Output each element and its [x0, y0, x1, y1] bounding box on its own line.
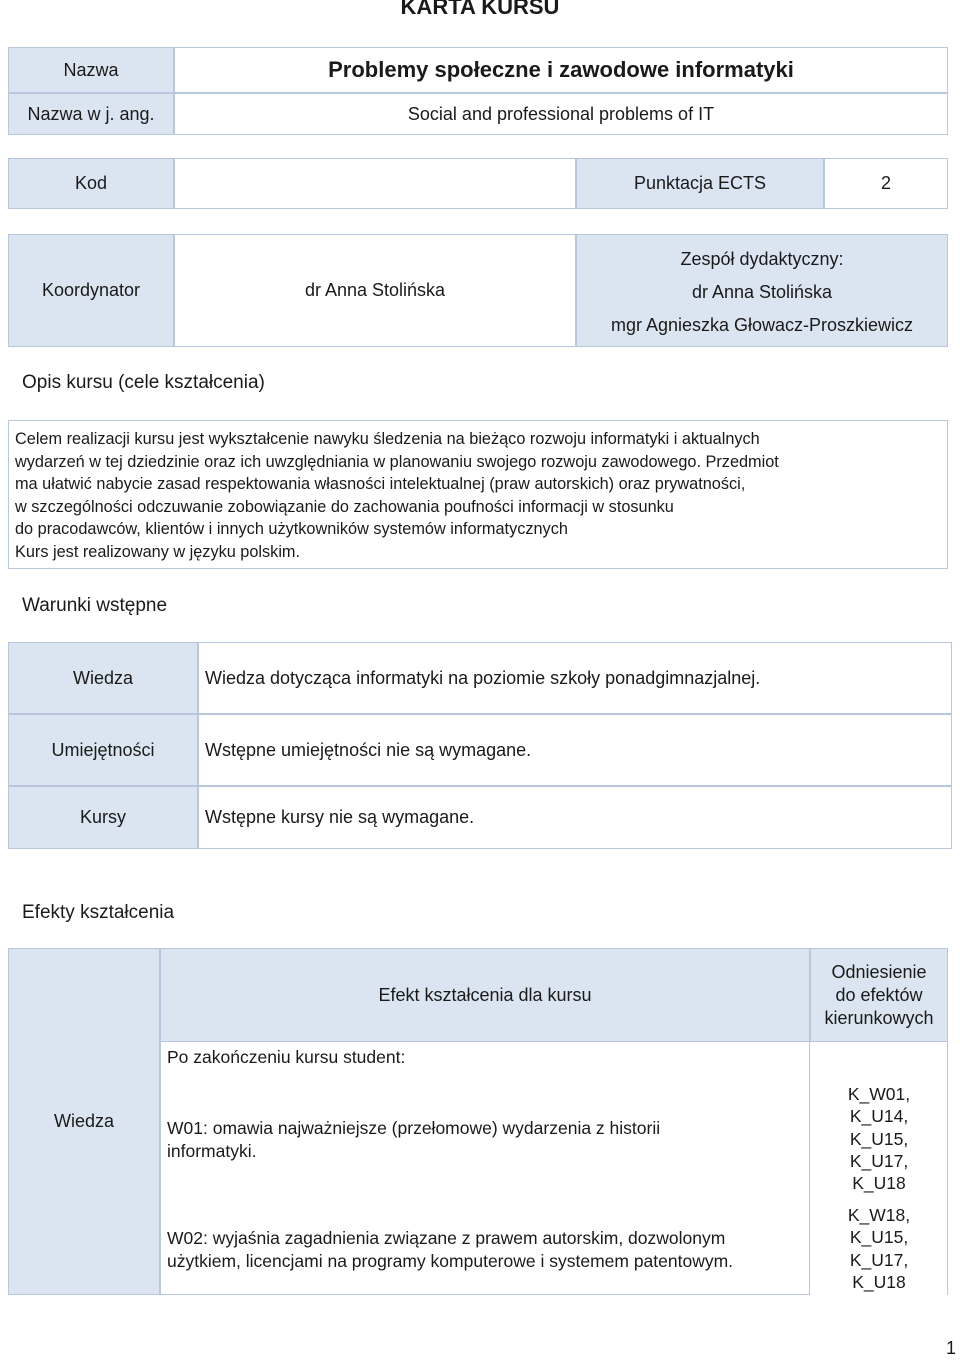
name-label-cell: [8, 47, 174, 93]
description-box: [8, 420, 948, 569]
ref-code: K_U15,: [849, 1227, 909, 1248]
effect-item: [167, 1117, 660, 1163]
coordinator-value: dr Anna Stolińska: [304, 280, 446, 300]
code-value-cell: [174, 158, 576, 209]
coordinator-label: Koordynator: [41, 280, 141, 300]
team-member: mgr Agnieszka Głowacz-Proszkiewicz: [610, 314, 914, 335]
course-name-en: Social and professional problems of IT: [407, 103, 715, 124]
description-line: do pracodawców, klientów i innych użytkowników systemów informatycznych: [15, 520, 568, 538]
ref-code: K_U17,: [849, 1150, 909, 1171]
prereq-value-cell: [198, 714, 952, 786]
outcomes-heading: Efekty kształcenia: [22, 902, 175, 923]
effect-text-line: informatyki.: [167, 1141, 257, 1161]
effect-text-line: W02: wyjaśnia zagadnienia związane z prawem autorskim, dozwolonym: [167, 1228, 726, 1248]
name-en-label-cell: [8, 93, 174, 135]
ref-header-cell: [810, 948, 948, 1042]
ects-value: 2: [880, 173, 891, 193]
prereq-label-knowledge: Wiedza: [72, 667, 134, 688]
prereq-label-cell: [8, 786, 198, 849]
description-line: wydarzeń w tej dziedzinie oraz ich uwzględniania w planowaniu swojego rozwoju zawodowego. Przedmiot: [15, 452, 779, 471]
outcomes-category: Wiedza: [53, 1111, 115, 1131]
prereq-value-cell: [198, 642, 952, 714]
prereq-label-skills: Umiejętności: [51, 739, 155, 760]
page-number: 1: [945, 1338, 956, 1358]
outcomes-category-cell: [8, 948, 160, 1295]
description-heading: Opis kursu (cele kształcenia): [22, 372, 265, 393]
effect-text-line: użytkiem, licencjami na programy komputerowe i systemem patentowym.: [167, 1251, 734, 1271]
page-title: KARTA KURSU: [400, 0, 560, 19]
ects-label: Punktacja ECTS: [633, 173, 767, 193]
ref-header-line: do efektów: [835, 984, 923, 1005]
ects-value-cell: [824, 158, 948, 209]
prereq-label-cell: [8, 642, 198, 714]
prereq-value-skills: Wstępne umiejętności nie są wymagane.: [205, 739, 532, 760]
description-line: Kurs jest realizowany w języku polskim.: [15, 542, 301, 561]
ref-code: K_W01,: [847, 1084, 911, 1104]
description-line: ma ułatwić nabycie zasad respektowania własności intelektualnej (praw autorskich) oraz prywatności,: [15, 475, 746, 493]
description-line: w szczególności odczuwanie zobowiązanie do zachowania poufności informacji w stosunku: [15, 497, 674, 516]
ref-code: K_U15,: [849, 1128, 909, 1149]
ref-code: K_U14,: [849, 1106, 909, 1127]
team-label: Zespół dydaktyczny:: [680, 248, 844, 269]
effect-header-cell: [160, 948, 810, 1042]
code-label: Kod: [74, 173, 108, 193]
effect-refs: [810, 1204, 948, 1293]
prereq-value-cell: [198, 786, 952, 849]
description-line: Celem realizacji kursu jest wykształcenie nawyku śledzenia na bieżąco rozwoju informatyki i aktualnych: [15, 430, 760, 448]
course-name: Problemy społeczne i zawodowe informatyki: [328, 57, 794, 82]
name-label: Nazwa: [63, 59, 119, 80]
effect-text-line: W01: omawia najważniejsze (przełomowe) wydarzenia z historii: [167, 1118, 661, 1138]
name-en-value-cell: [174, 93, 948, 135]
effect-item: [167, 1227, 733, 1273]
name-value-cell: [174, 47, 948, 93]
ects-label-cell: [576, 158, 824, 209]
prereq-value-knowledge: Wiedza dotycząca informatyki na poziomie szkoły ponadgimnazjalnej.: [205, 667, 761, 688]
ref-code: K_W18,: [847, 1205, 911, 1225]
ref-code: K_U17,: [849, 1249, 909, 1270]
coordinator-value-cell: [174, 234, 576, 347]
prereq-label-courses: Kursy: [79, 807, 126, 827]
prereq-value-courses: Wstępne kursy nie są wymagane.: [205, 807, 475, 827]
team-member: dr Anna Stolińska: [691, 281, 833, 302]
ref-header-line: kierunkowych: [824, 1007, 934, 1028]
name-en-label: Nazwa w j. ang.: [27, 103, 155, 124]
ref-code: K_U18: [852, 1173, 906, 1194]
ref-code: K_U18: [852, 1271, 906, 1292]
team-cell: [576, 234, 948, 347]
prereq-label-cell: [8, 714, 198, 786]
effect-refs: [810, 1083, 948, 1194]
prerequisites-heading: Warunki wstępne: [22, 595, 168, 616]
ref-header-line: Odniesienie: [831, 961, 927, 982]
outcomes-intro: Po zakończeniu kursu student:: [167, 1047, 406, 1067]
coordinator-label-cell: [8, 234, 174, 347]
code-label-cell: [8, 158, 174, 209]
effect-header: Efekt kształcenia dla kursu: [378, 984, 592, 1005]
